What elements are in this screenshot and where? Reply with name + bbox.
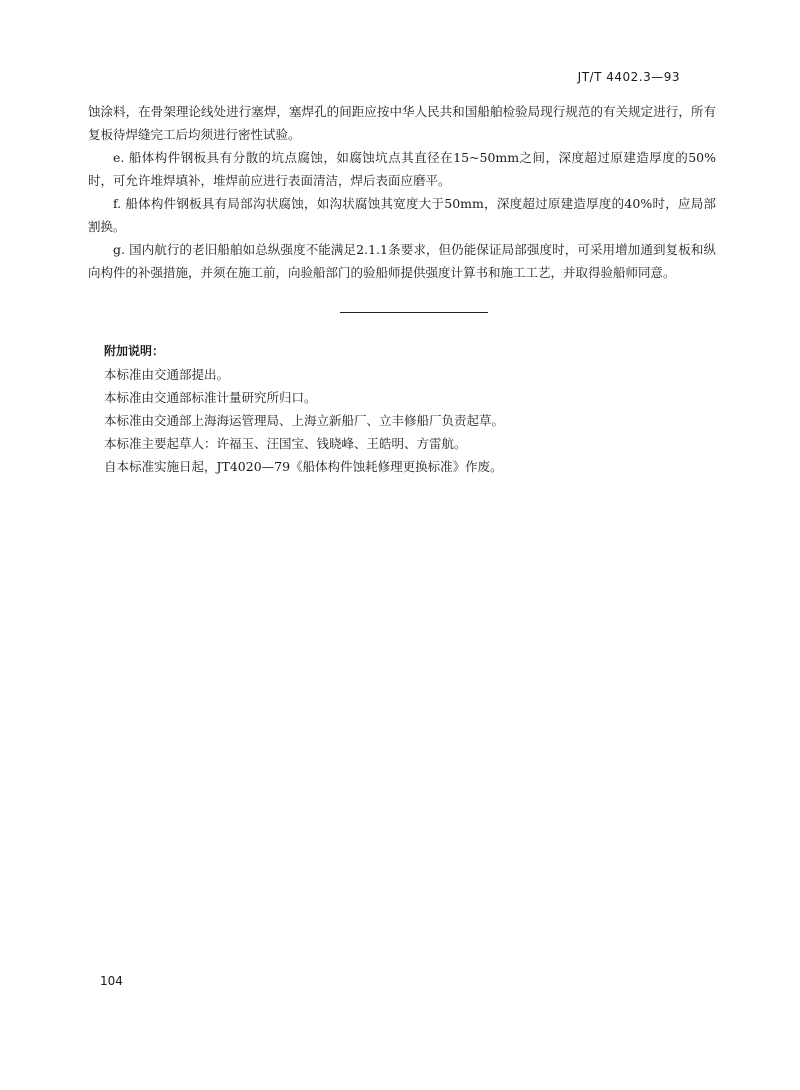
paragraph-continued: 蚀涂料，在骨架理论线处进行塞焊，塞焊孔的间距应按中华人民共和国船舶检验局现行规范的有关规定进行，所有复板待焊缝完工后均须进行密性试验。 [88, 104, 716, 142]
section-separator-line [340, 312, 488, 313]
appendix-line: 本标准主要起草人：许福玉、汪国宝、钱晓峰、王皓明、方雷航。 [104, 436, 467, 451]
appendix-line: 自本标准实施日起，JT4020—79《船体构件蚀耗修理更换标准》作废。 [104, 459, 503, 474]
appendix-line: 本标准由交通部标准计量研究所归口。 [104, 390, 317, 405]
paragraph-item-f: f. 船体构件钢板具有局部沟状腐蚀，如沟状腐蚀其宽度大于50mm，深度超过原建造厚度的40%时，应局部割换。 [88, 196, 716, 234]
paragraph-item-e: e. 船体构件钢板具有分散的坑点腐蚀，如腐蚀坑点其直径在15~50mm之间，深度超过原建造厚度的50%时，可允许堆焊填补，堆焊前应进行表面清洁，焊后表面应磨平。 [88, 150, 716, 188]
page-header-standard-code: JT/T 4402.3—93 [577, 70, 680, 84]
appendix-line: 本标准由交通部上海海运管理局、上海立新船厂、立丰修船厂负责起草。 [104, 413, 505, 428]
appendix-notes [104, 340, 704, 478]
appendix-line: 本标准由交通部提出。 [104, 367, 230, 382]
paragraph-item-g: g. 国内航行的老旧船舶如总纵强度不能满足2.1.1条要求，但仍能保证局部强度时，可采用增加通到复板和纵向构件的补强措施，并须在施工前，向验船部门的验船师提供强度计算书和施工工艺，并取得验船师同意。 [88, 242, 716, 280]
appendix-title: 附加说明： [104, 344, 165, 358]
body-text [88, 100, 716, 284]
page-number: 104 [100, 974, 123, 988]
